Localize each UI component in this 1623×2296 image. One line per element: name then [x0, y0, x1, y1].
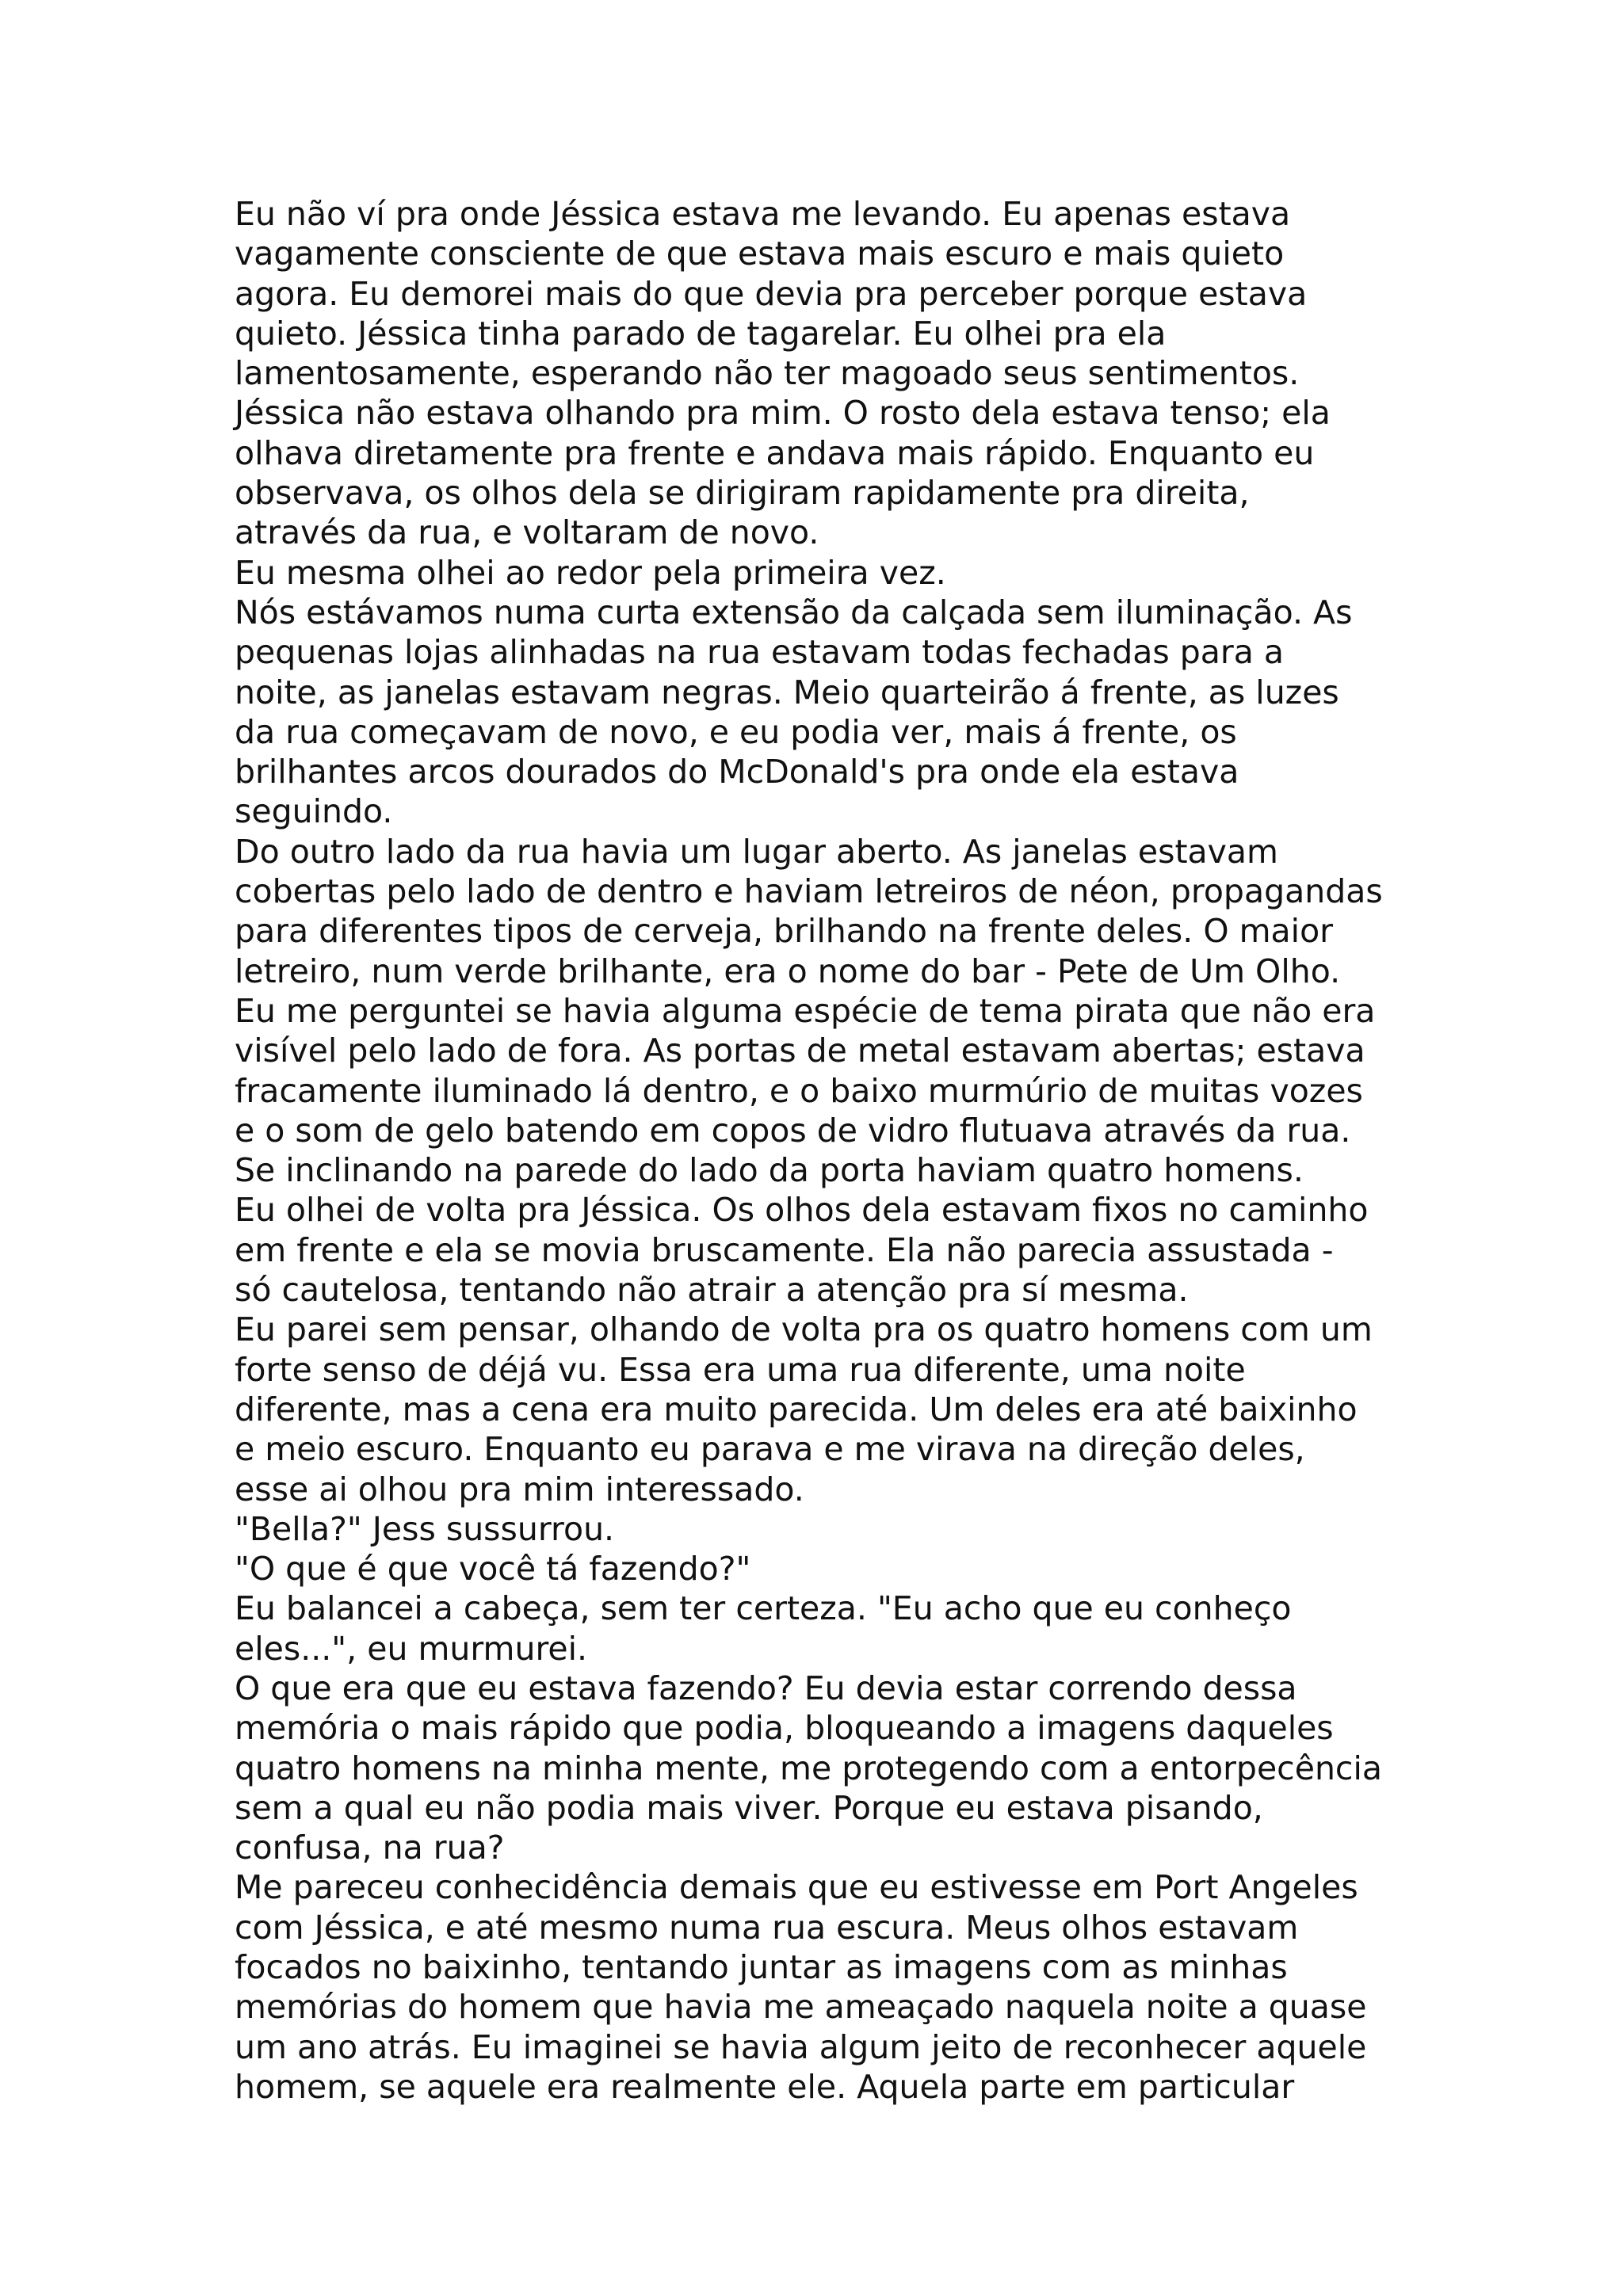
- text-line: e meio escuro. Enquanto eu parava e me virava na direção deles,: [235, 1430, 1305, 1469]
- text-line: fracamente iluminado lá dentro, e o baixo murmúrio de muitas vozes: [235, 1071, 1363, 1110]
- text-line: memória o mais rápido que podia, bloqueando a imagens daqueles: [235, 1709, 1334, 1748]
- text-line: brilhantes arcos dourados do McDonald's pra onde ela estava: [235, 753, 1239, 791]
- text-line: vagamente consciente de que estava mais escuro e mais quieto: [235, 235, 1285, 273]
- text-line: um ano atrás. Eu imaginei se havia algum jeito de reconhecer aquele: [235, 2027, 1367, 2066]
- text-line: letreiro, num verde brilhante, era o nome do bar - Pete de Um Olho.: [235, 952, 1341, 990]
- text-line: através da rua, e voltaram de novo.: [235, 513, 819, 552]
- text-line: "Bella?" Jess sussurrou.: [235, 1509, 615, 1548]
- text-line: forte senso de déjá vu. Essa era uma rua diferente, uma noite: [235, 1350, 1246, 1389]
- text-line: Jéssica não estava olhando pra mim. O rosto dela estava tenso; ela: [235, 394, 1331, 433]
- text-line: seguindo.: [235, 792, 393, 831]
- text-line: e o som de gelo batendo em copos de vidro flutuava através da rua.: [235, 1111, 1351, 1150]
- text-line: sem a qual eu não podia mais viver. Porque eu estava pisando,: [235, 1788, 1263, 1827]
- text-line: Eu parei sem pensar, olhando de volta pra os quatro homens com um: [235, 1310, 1373, 1349]
- text-line: Eu balancei a cabeça, sem ter certeza. "Eu acho que eu conheço: [235, 1589, 1292, 1628]
- text-line: confusa, na rua?: [235, 1829, 505, 1867]
- text-line: focados no baixinho, tentando juntar as imagens com as minhas: [235, 1948, 1288, 1987]
- text-line: da rua começavam de novo, e eu podia ver, mais á frente, os: [235, 712, 1237, 751]
- text-line: quieto. Jéssica tinha parado de tagarelar. Eu olhei pra ela: [235, 314, 1167, 353]
- text-line: eles...", eu murmurei.: [235, 1629, 588, 1668]
- text-line: "O que é que você tá fazendo?": [235, 1550, 751, 1589]
- text-line: diferente, mas a cena era muito parecida. Um deles era até baixinho: [235, 1390, 1358, 1428]
- text-line: pequenas lojas alinhadas na rua estavam todas fechadas para a: [235, 633, 1285, 672]
- text-line: Se inclinando na parede do lado da porta haviam quatro homens.: [235, 1151, 1304, 1190]
- text-line: Do outro lado da rua havia um lugar aberto. As janelas estavam: [235, 832, 1278, 871]
- text-line: memórias do homem que havia me ameaçado naquela noite a quase: [235, 1988, 1367, 2027]
- text-line: Eu mesma olhei ao redor pela primeira vez.: [235, 553, 946, 592]
- text-line: cobertas pelo lado de dentro e haviam letreiros de néon, propagandas: [235, 872, 1383, 911]
- text-line: visível pelo lado de fora. As portas de metal estavam abertas; estava: [235, 1032, 1365, 1070]
- text-line: homem, se aquele era realmente ele. Aquela parte em particular: [235, 2067, 1295, 2106]
- body-text: [235, 194, 1423, 2107]
- text-line: Eu não ví pra onde Jéssica estava me levando. Eu apenas estava: [235, 195, 1291, 233]
- text-line: olhava diretamente pra frente e andava mais rápido. Enquanto eu: [235, 433, 1315, 472]
- text-line: Me pareceu conhecidência demais que eu estivesse em Port Angeles: [235, 1868, 1358, 1907]
- text-line: com Jéssica, e até mesmo numa rua escura. Meus olhos estavam: [235, 1908, 1299, 1947]
- text-line: esse ai olhou pra mim interessado.: [235, 1470, 804, 1508]
- text-line: para diferentes tipos de cerveja, brilhando na frente deles. O maior: [235, 912, 1334, 951]
- text-line: agora. Eu demorei mais do que devia pra perceber porque estava: [235, 274, 1308, 313]
- text-line: em frente e ela se movia bruscamente. Ela não parecia assustada -: [235, 1230, 1334, 1269]
- text-line: noite, as janelas estavam negras. Meio quarteirão á frente, as luzes: [235, 673, 1339, 711]
- text-line: lamentosamente, esperando não ter magoado seus sentimentos.: [235, 354, 1300, 393]
- text-line: só cautelosa, tentando não atrair a atenção pra sí mesma.: [235, 1271, 1189, 1310]
- text-line: Nós estávamos numa curta extensão da calçada sem iluminação. As: [235, 593, 1353, 631]
- text-line: quatro homens na minha mente, me protegendo com a entorpecência: [235, 1749, 1382, 1787]
- text-line: observava, os olhos dela se dirigiram rapidamente pra direita,: [235, 474, 1250, 513]
- text-line: Eu me perguntei se havia alguma espécie de tema pirata que não era: [235, 991, 1376, 1030]
- text-line: O que era que eu estava fazendo? Eu devia estar correndo dessa: [235, 1669, 1297, 1707]
- text-line: Eu olhei de volta pra Jéssica. Os olhos dela estavam fixos no caminho: [235, 1191, 1369, 1230]
